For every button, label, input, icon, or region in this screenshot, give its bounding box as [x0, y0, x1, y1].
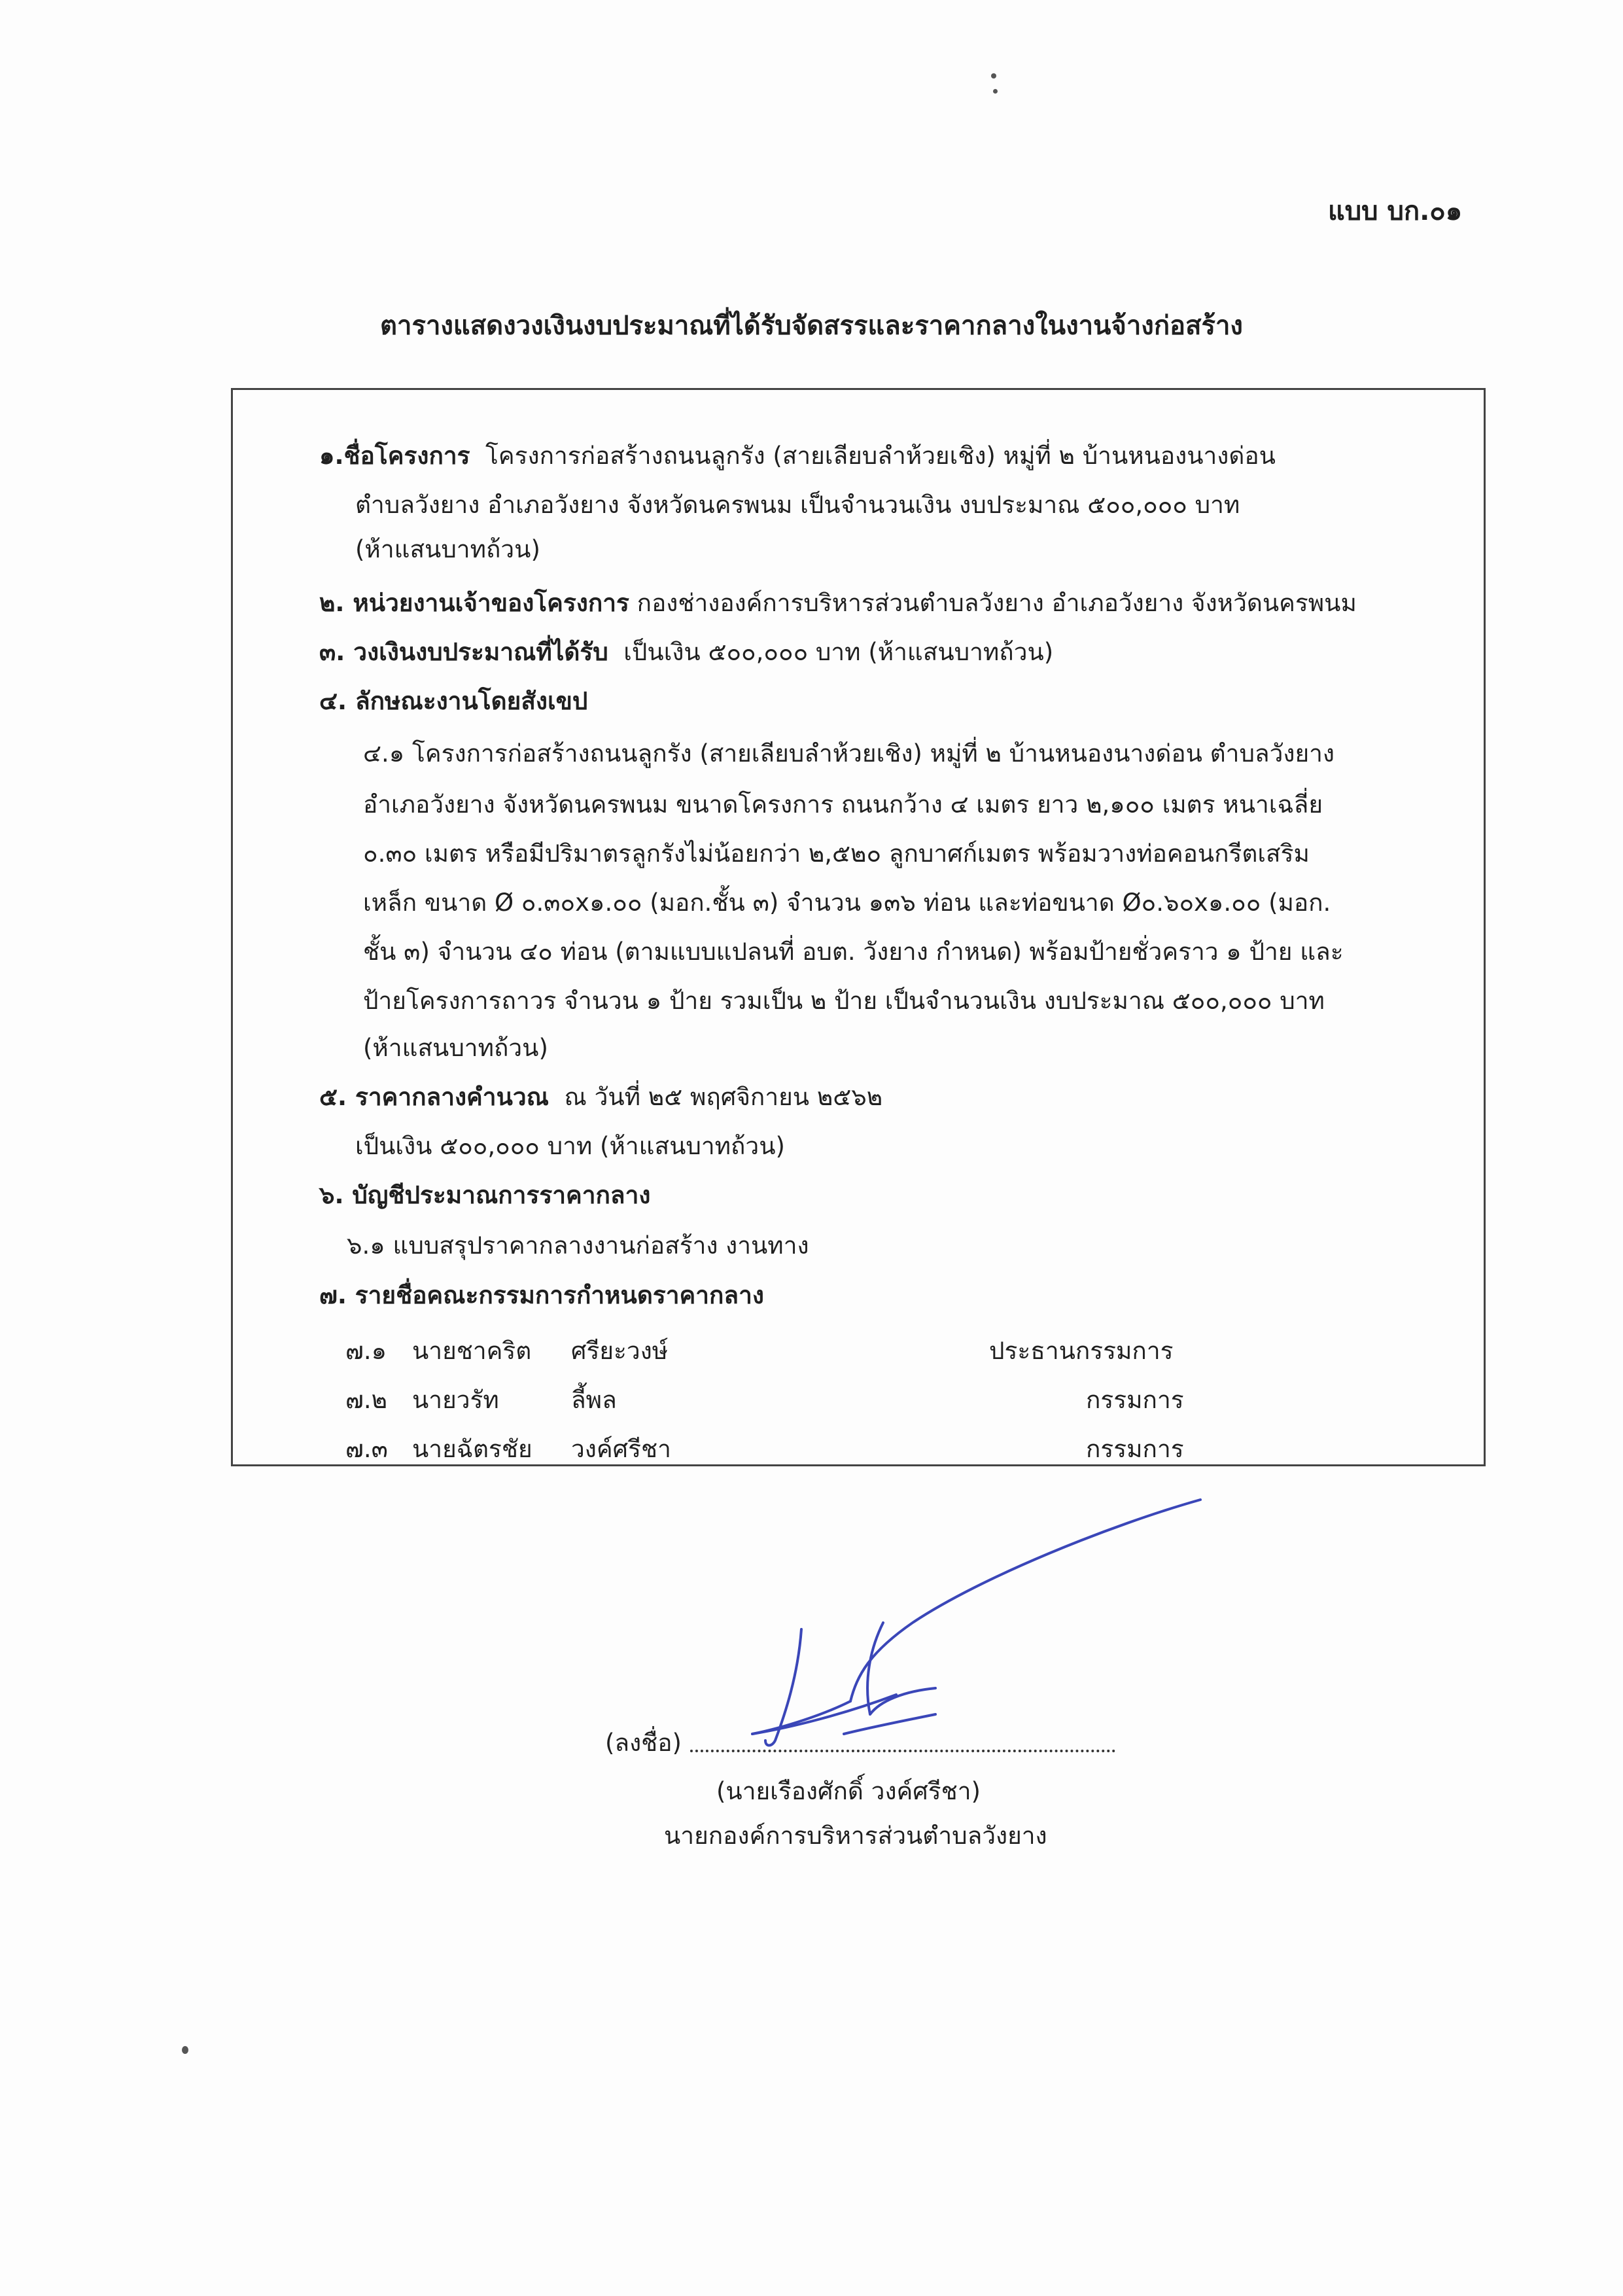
section4-line: อำเภอวังยาง จังหวัดนครพนม ขนาดโครงการ ถนนกว้าง ๔ เมตร ยาว ๒,๑๐๐ เมตร หนาเฉลี่ย	[363, 790, 1323, 819]
section4-line: ๐.๓๐ เมตร หรือมีปริมาตรลูกรังไม่น้อยกว่า ๒,๕๒๐ ลูกบาศก์เมตร พร้อมวางท่อคอนกรีตเสริม	[363, 839, 1310, 868]
section3-text: เป็นเงิน ๕๐๐,๐๐๐ บาท (ห้าแสนบาทถ้วน)	[623, 638, 1054, 666]
signer-name: (นายเรืองศักดิ์ วงค์ศรีชา)	[716, 1777, 981, 1805]
section4-line: (ห้าแสนบาทถ้วน)	[363, 1034, 548, 1062]
section5-date: ณ วันที่ ๒๕ พฤศจิกายน ๒๕๖๒	[564, 1083, 883, 1111]
section6-label: ๖. บัญชีประมาณการราคากลาง	[319, 1181, 651, 1209]
member-surname: ศรียะวงษ์	[571, 1337, 669, 1365]
section4-line: ชั้น ๓) จำนวน ๔๐ ท่อน (ตามแบบแปลนที่ อบต. วังยาง กำหนด) พร้อมป้ายชั่วคราว ๑ ป้าย และ	[363, 938, 1344, 966]
member-name: นายชาคริต	[412, 1337, 532, 1365]
signature-dotted-line	[690, 1727, 1115, 1752]
section4-line: ๔.๑ โครงการก่อสร้างถนนลูกรัง (สายเลียบลำห้วยเชิง) หมู่ที่ ๒ บ้านหนองนางด่อน ตำบลวังยาง	[363, 739, 1335, 768]
member-surname: วงค์ศรีชา	[571, 1435, 671, 1463]
member-name: นายฉัตรชัย	[412, 1435, 532, 1463]
signer-position: นายกองค์การบริหารส่วนตำบลวังยาง	[664, 1822, 1047, 1850]
section2-label: ๒. หน่วยงานเจ้าของโครงการ	[319, 589, 629, 617]
section1-label: ๑.ชื่อโครงการ	[319, 442, 470, 470]
section1-line3: (ห้าแสนบาทถ้วน)	[355, 535, 540, 563]
member-role: ประธานกรรมการ	[989, 1337, 1174, 1365]
member-surname: ลี้พล	[571, 1386, 617, 1414]
sign-label: (ลงชื่อ)	[605, 1729, 682, 1757]
member-role: กรรมการ	[1086, 1386, 1184, 1414]
section4-label: ๔. ลักษณะงานโดยสังเขป	[319, 687, 588, 715]
section1-line1: โครงการก่อสร้างถนนลูกรัง (สายเลียบลำห้วยเชิง) หมู่ที่ ๒ บ้านหนองนางด่อน	[485, 442, 1276, 470]
section4-line: ป้ายโครงการถาวร จำนวน ๑ ป้าย รวมเป็น ๒ ป้าย เป็นจำนวนเงิน งบประมาณ ๕๐๐,๐๐๐ บาท	[363, 987, 1325, 1015]
section4-line: เหล็ก ขนาด Ø ๐.๓๐x๑.๐๐ (มอก.ชั้น ๓) จำนวน ๑๓๖ ท่อน และท่อขนาด Ø๐.๖๐x๑.๐๐ (มอก.	[363, 889, 1331, 917]
section6-item: ๖.๑ แบบสรุปราคากลางงานก่อสร้าง งานทาง	[347, 1231, 809, 1260]
member-number: ๗.๑	[345, 1337, 387, 1365]
section2-text: กองช่างองค์การบริหารส่วนตำบลวังยาง อำเภอวังยาง จังหวัดนครพนม	[637, 589, 1357, 617]
section7-label: ๗. รายชื่อคณะกรรมการกำหนดราคากลาง	[319, 1281, 764, 1309]
member-role: กรรมการ	[1086, 1435, 1184, 1463]
document-title: ตารางแสดงวงเงินงบประมาณที่ได้รับจัดสรรและราคากลางในงานจ้างก่อสร้าง	[380, 311, 1243, 341]
member-number: ๗.๓	[345, 1435, 388, 1463]
section1-line2: ตำบลวังยาง อำเภอวังยาง จังหวัดนครพนม เป็นจำนวนเงิน งบประมาณ ๕๐๐,๐๐๐ บาท	[355, 491, 1240, 519]
section5-amount: เป็นเงิน ๕๐๐,๐๐๐ บาท (ห้าแสนบาทถ้วน)	[355, 1132, 785, 1160]
section5-label: ๕. ราคากลางคำนวณ	[319, 1083, 549, 1111]
member-name: นายวรัท	[412, 1386, 499, 1414]
section3-label: ๓. วงเงินงบประมาณที่ได้รับ	[319, 638, 608, 666]
member-number: ๗.๒	[345, 1386, 387, 1414]
form-code: แบบ บก.๐๑	[1328, 196, 1463, 226]
